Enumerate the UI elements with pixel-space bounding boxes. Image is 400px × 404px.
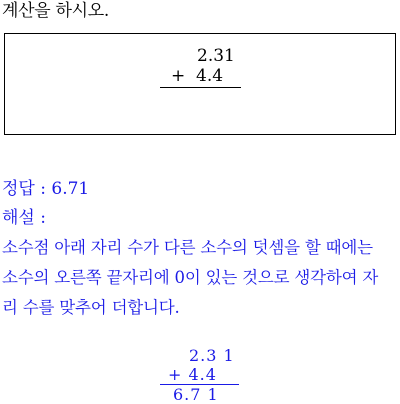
answer-text: 정답 : 6.71 — [2, 179, 90, 199]
work-result: 6.7 1 — [173, 385, 219, 404]
problem-top-number: 2.31 — [197, 46, 235, 66]
solution-line: 소수의 오른쪽 끝자리에 0이 있는 것으로 생각하여 자 — [2, 268, 379, 287]
work-top-number: 2.3 1 — [189, 346, 235, 365]
problem-operator-row: + 4.4 — [171, 66, 224, 86]
instruction-text: 계산을 하시오. — [2, 1, 109, 21]
work-operator-row: + 4.4 — [168, 365, 217, 384]
solution-line: 리 수를 맞추어 더합니다. — [2, 298, 180, 317]
problem-box — [4, 33, 396, 135]
problem-underline — [160, 87, 241, 88]
solution-line: 소수점 아래 자리 수가 다른 소수의 덧셈을 할 때에는 — [2, 238, 373, 257]
solution-title: 해설 : — [2, 208, 46, 228]
